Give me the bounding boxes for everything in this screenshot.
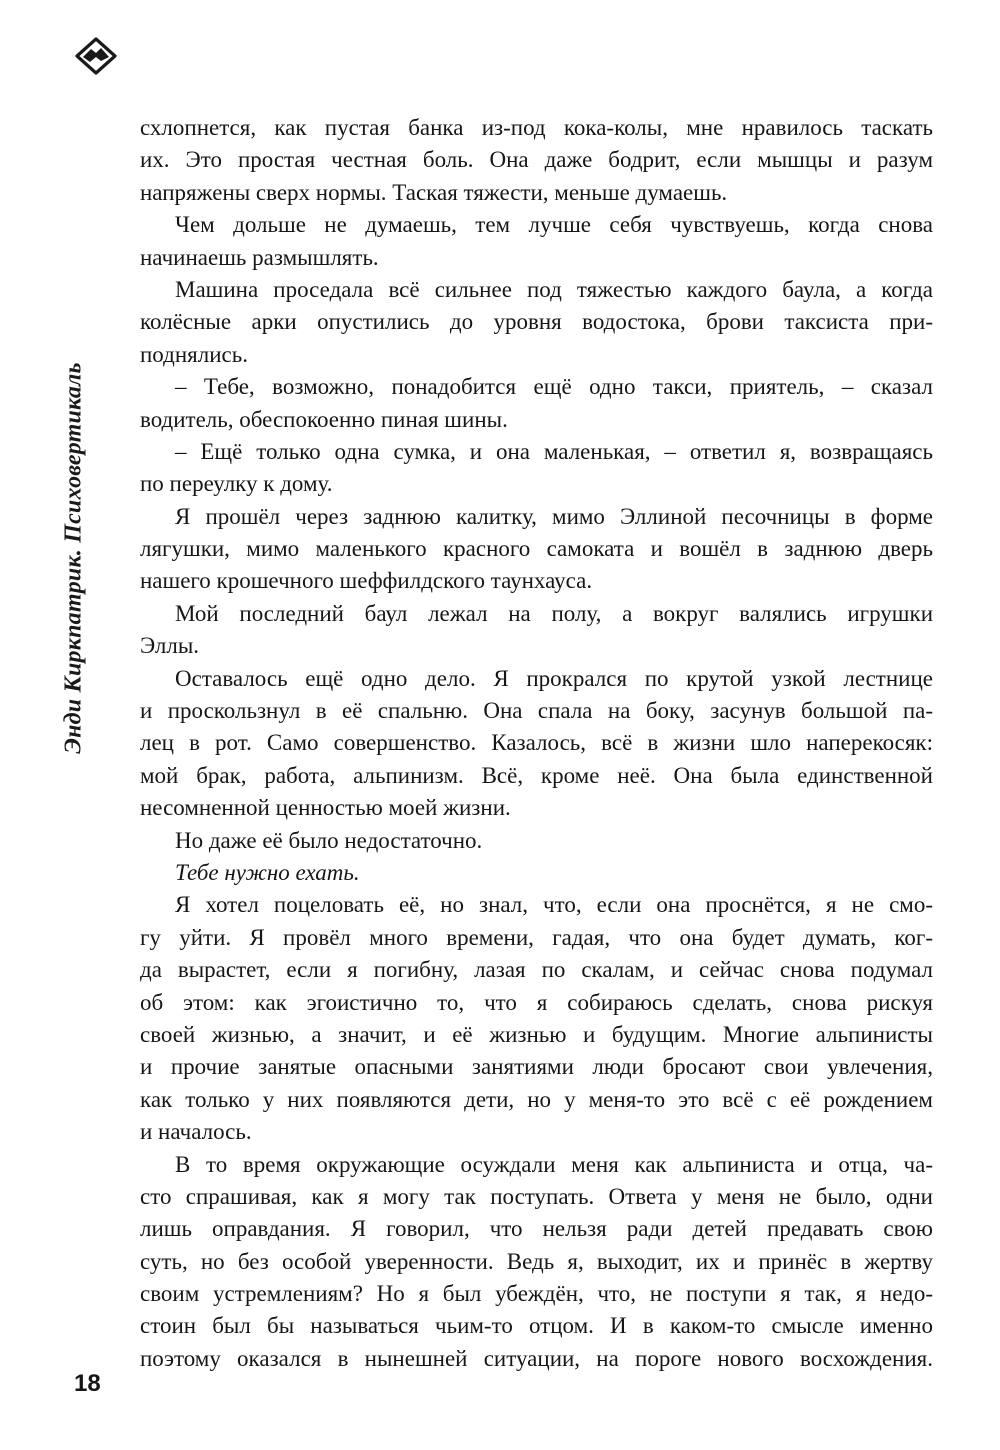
running-head-text: Энди Киркпатрик. Психовертикаль [60, 362, 87, 754]
text-line: водитель, обеспокоенно пиная шины. [140, 406, 508, 432]
text-line: – Ещё только одна сумка, и она маленькая, – ответил я, возвращаясь [175, 438, 933, 464]
text-line: как только у них появляются дети, но у меня-то это всё с её рождением [140, 1086, 933, 1112]
text-line: нашего крошечного шеффилдского таунхауса. [140, 568, 593, 594]
text-line: гу уйти. Я провёл много времени, гадая, что она будет думать, ког- [140, 924, 933, 950]
text-line: суть, но без особой уверенности. Ведь я, выходит, их и принёс в жертву [140, 1248, 933, 1274]
text-line: В то время окружающие осуждали меня как альпиниста и отца, ча- [175, 1151, 933, 1177]
text-line: схлопнется, как пустая банка из-под кока-колы, мне нравилось таскать [140, 115, 933, 140]
text-line: Чем дольше не думаешь, тем лучше себя чувствуешь, когда снова [175, 212, 933, 238]
text-line: Я прошёл через заднюю калитку, мимо Эллиной песочницы в форме [175, 503, 933, 529]
text-line: да вырастет, если я погибну, лазая по скалам, и сейчас снова подумал [140, 957, 933, 983]
text-line: Оставалось ещё одно дело. Я прокрался по крутой узкой лестнице [175, 665, 933, 691]
page-number: 18 [74, 1370, 101, 1397]
text-line: Эллы. [140, 633, 200, 659]
text-line: Машина проседала всё сильнее под тяжестью каждого баула, а когда [175, 276, 933, 302]
text-line: своей жизнью, а значит, и её жизнью и будущим. Многие альпинисты [140, 1021, 933, 1047]
text-line: Мой последний баул лежал на полу, а вокруг валялись игрушки [175, 600, 933, 626]
text-line: и проскользнул в её спальню. Она спала на боку, засунув большой па- [140, 698, 933, 724]
text-line: стоин был бы называться чьим-то отцом. И в каком-то смысле именно [140, 1313, 933, 1339]
text-line: мой брак, работа, альпинизм. Всё, кроме неё. Она была единственной [140, 762, 933, 788]
text-line: Я хотел поцеловать её, но знал, что, если она проснётся, я не смо- [175, 892, 933, 918]
text-line: поэтому оказался в нынешней ситуации, на пороге нового восхождения. [140, 1345, 933, 1371]
text-line: – Тебе, возможно, понадобится ещё одно такси, приятель, – сказал [175, 374, 933, 400]
text-line: лишь оправдания. Я говорил, что нельзя ради детей предавать свою [140, 1216, 933, 1242]
publisher-logo-icon [74, 36, 118, 76]
body-text [140, 112, 933, 1375]
text-line: колёсные арки опустились до уровня водостока, брови таксиста при- [140, 309, 933, 335]
text-line: напряжены сверх нормы. Таская тяжести, меньше думаешь. [140, 179, 728, 205]
text-line: об этом: как эгоистично то, что я собираюсь сделать, снова рискуя [140, 989, 933, 1015]
text-line: Тебе нужно ехать. [175, 859, 360, 885]
text-line: поднялись. [140, 341, 248, 367]
text-line: несомненной ценностью моей жизни. [140, 795, 511, 821]
text-line: и прочие занятые опасными занятиями люди бросают свои увлечения, [140, 1054, 933, 1080]
text-line: лец в рот. Само совершенство. Казалось, всё в жизни шло наперекосяк: [140, 730, 933, 756]
text-line: своим устремлениям? Но я был убеждён, что, не поступи я так, я недо- [140, 1281, 933, 1307]
text-line: Но даже её было недостаточно. [175, 827, 483, 853]
text-line: и началось. [140, 1119, 252, 1145]
text-line: лягушки, мимо маленького красного самоката и вошёл в заднюю дверь [140, 536, 933, 562]
text-line: по переулку к дому. [140, 471, 333, 497]
text-line: их. Это простая честная боль. Она даже бодрит, если мышцы и разум [140, 147, 933, 173]
text-line: сто спрашивая, как я могу так поступать. Ответа у меня не было, одни [140, 1183, 933, 1209]
text-line: начинаешь размышлять. [140, 244, 379, 270]
